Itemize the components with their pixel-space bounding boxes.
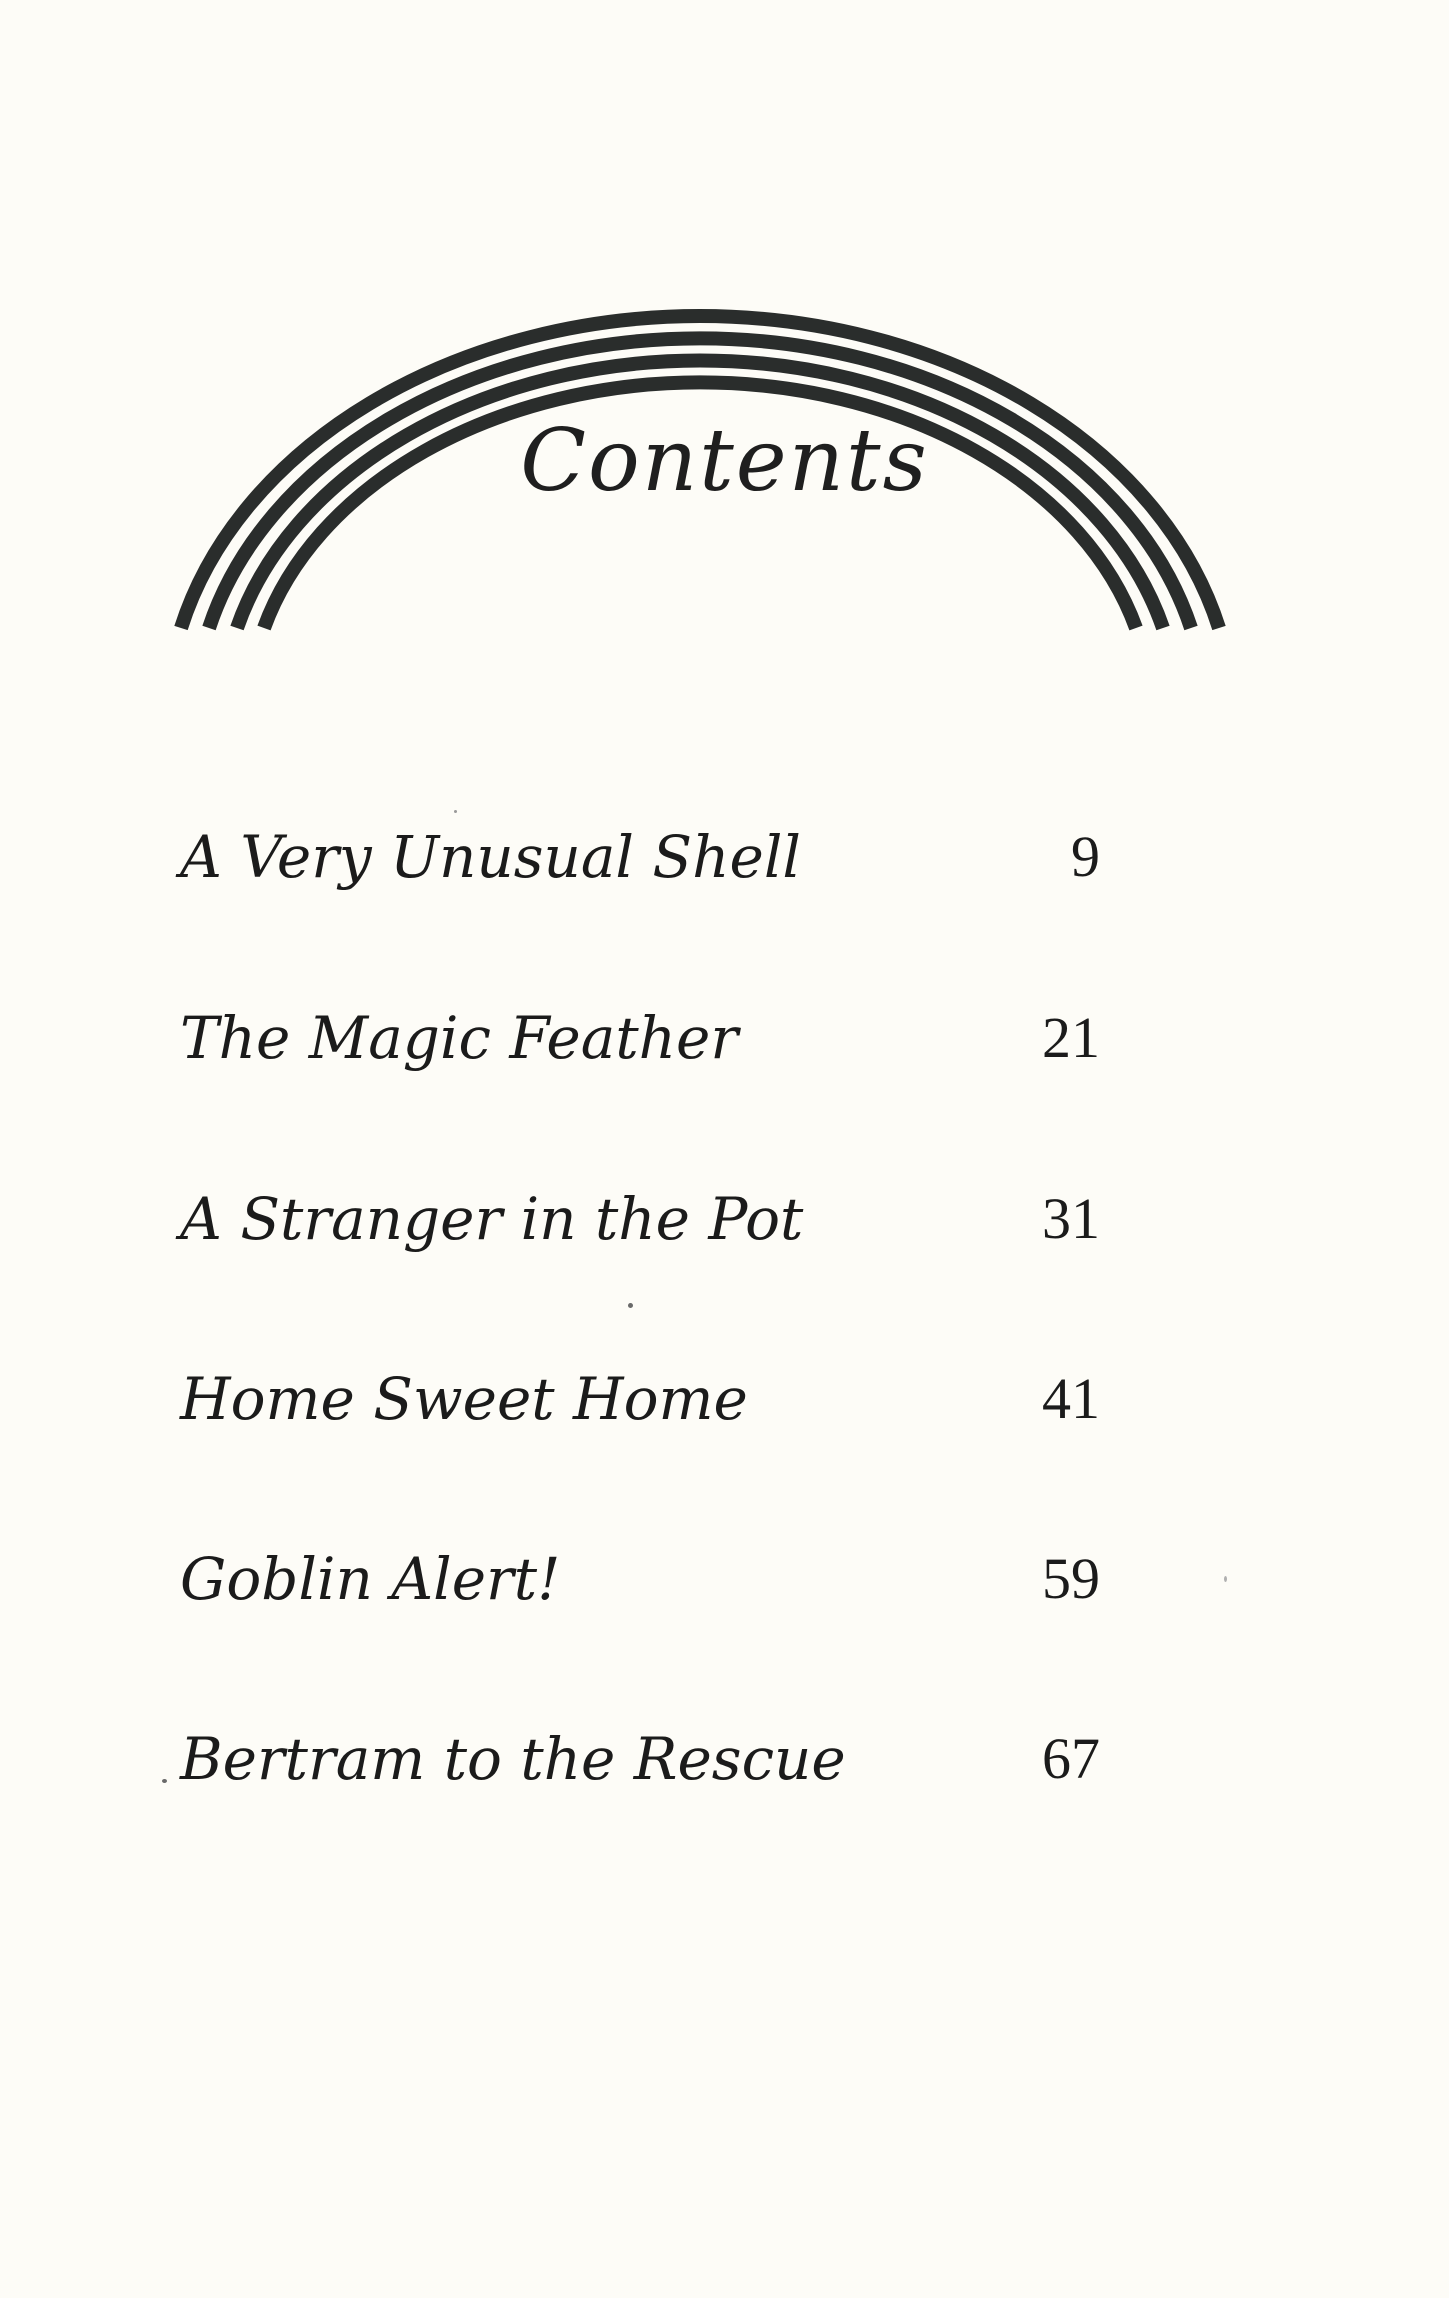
chapter-page-number: 31 xyxy=(1042,1186,1100,1251)
chapter-page-number: 59 xyxy=(1042,1546,1100,1611)
chapter-page-number: 21 xyxy=(1042,1005,1100,1070)
paper-speck xyxy=(628,1303,633,1308)
chapter-title: Home Sweet Home xyxy=(180,1365,748,1433)
toc-entry-4[interactable] xyxy=(180,1354,1100,1444)
page-title: Contents xyxy=(520,411,929,511)
toc-entry-5[interactable] xyxy=(180,1534,1100,1624)
chapter-page-number: 41 xyxy=(1042,1366,1100,1431)
paper-speck xyxy=(162,1779,167,1783)
chapter-page-number: 67 xyxy=(1042,1726,1100,1791)
paper-speck xyxy=(1224,1576,1227,1582)
paper-speck xyxy=(454,810,457,813)
chapter-title: Bertram to the Rescue xyxy=(180,1725,846,1793)
toc-entry-1[interactable] xyxy=(180,812,1100,902)
chapter-title: A Very Unusual Shell xyxy=(180,823,801,891)
chapter-title: Goblin Alert! xyxy=(180,1545,561,1613)
toc-entry-6[interactable] xyxy=(180,1714,1100,1804)
toc-entry-2[interactable] xyxy=(180,993,1100,1083)
chapter-title: The Magic Feather xyxy=(180,1004,739,1072)
toc-entry-3[interactable] xyxy=(180,1174,1100,1264)
chapter-title: A Stranger in the Pot xyxy=(180,1185,804,1253)
chapter-page-number: 9 xyxy=(1071,824,1100,889)
